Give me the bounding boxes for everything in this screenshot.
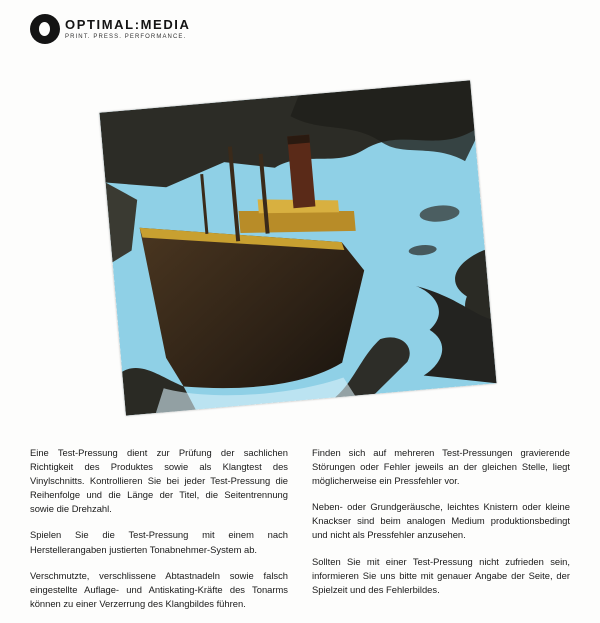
- ship-artwork: [112, 96, 484, 400]
- instructions-text: [30, 446, 570, 623]
- left-column: [30, 446, 288, 623]
- paragraph-background-noise: Neben- oder Grundgeräusche, leichtes Knistern oder kleine Knackser sind beim analogen Medium produktionsbedingt und nicht als Pressfehler anzusehen.: [312, 501, 570, 541]
- paragraph-stylus: Verschmutzte, verschlissene Abtastnadeln sowie falsch eingestellte Auflage- und Antiskating-Kräfte des Tonarms können zu einer Verzerrung des Klangbildes führen.: [30, 569, 288, 609]
- paragraph-press-errors: Finden sich auf mehreren Test-Pressungen gravierende Störungen oder Fehler jeweils an der gleichen Stelle, liegt möglicherweise ein Pressfehler vor.: [312, 447, 570, 487]
- optimal-media-logo: [30, 11, 191, 47]
- paragraph-contact: Sollten Sie mit einer Test-Pressung nicht zufrieden sein, informieren Sie uns bitte mit genauer Angabe der Seite, der Spielzeit und des Fehlerbildes.: [312, 555, 570, 595]
- logo-mark-icon: [30, 14, 60, 44]
- right-column: [312, 446, 570, 623]
- logo-tagline: PRINT. PRESS. PERFORMANCE.: [65, 34, 187, 40]
- paragraph-test-pressing-purpose: Eine Test-Pressung dient zur Prüfung der sachlichen Richtigkeit des Produktes sowie als Klangtest des Vinylschnitts. Kontrollieren Sie bei jeder Test-Pressung die Reihenfolge und die Länge der Titel, die Seitentrennung sowie die Drehzahl.: [30, 447, 288, 515]
- ship-illustration-image: [99, 80, 496, 415]
- paragraph-playback: Spielen Sie die Test-Pressung mit einem nach Herstellerangaben justierten Tonabnehmer-System ab.: [30, 529, 288, 555]
- logo-name: OPTIMAL:MEDIA: [65, 17, 191, 32]
